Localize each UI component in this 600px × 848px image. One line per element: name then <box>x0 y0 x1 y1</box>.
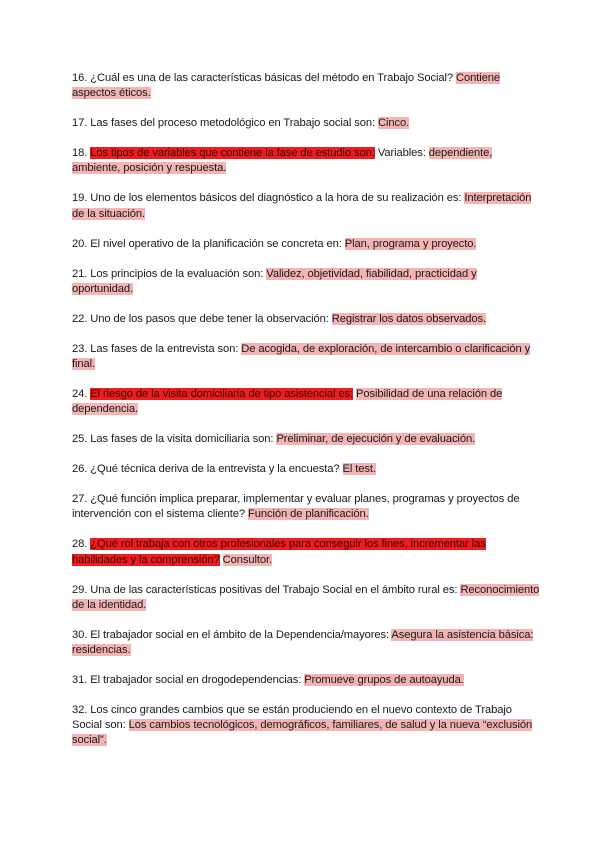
answer-highlight: Posibilidad de una relación de dependencia. <box>72 388 503 416</box>
question-item <box>72 342 540 372</box>
answer-highlight: Asegura la asistencia básica: residencias. <box>72 628 534 657</box>
question-item <box>72 267 540 297</box>
question-text: 16. ¿Cuál es una de las características básicas del método en Trabajo Social? <box>72 72 456 84</box>
question-highlight: El riesgo de la visita domiciliaria de tipo asistencial es: <box>90 388 353 401</box>
question-item <box>72 146 540 176</box>
question-text: 18. <box>72 147 91 160</box>
question-text: 24. <box>72 388 91 401</box>
answer-highlight: Consultor. <box>222 553 272 566</box>
question-text: 30. El trabajador social en el ámbito de la Dependencia/mayores: <box>72 628 392 641</box>
question-item <box>72 71 540 101</box>
question-item <box>72 628 540 658</box>
question-text: 20. El nivel operativo de la planificación se concreta en: <box>72 237 345 250</box>
answer-highlight: Interpretación de la situación. <box>72 192 532 220</box>
question-text: 31. El trabajador social en drogodependencias: <box>72 674 305 687</box>
question-item <box>72 116 540 131</box>
question-text: 32. Los cinco grandes cambios que se están produciendo en el nuevo contexto de Trabajo Social son: <box>72 704 512 732</box>
answer-highlight: Promueve grupos de autoayuda. <box>304 674 464 687</box>
answer-highlight: Registrar los datos observados. <box>331 312 486 325</box>
question-item <box>72 432 540 447</box>
question-text: 23. Las fases de la entrevista son: <box>72 342 242 355</box>
answer-highlight: dependiente, ambiente, posición y respuesta. <box>72 147 493 175</box>
answer-highlight: Preliminar, de ejecución y de evaluación. <box>276 433 476 446</box>
answer-highlight: Los cambios tecnológicos, demográficos, familiares, de salud y la nueva “exclusión social”. <box>72 719 533 747</box>
question-item <box>72 673 540 688</box>
question-text: 25. Las fases de la visita domiciliaria son: <box>72 433 277 446</box>
answer-highlight: De acogida, de exploración, de intercambio o clarificación y final. <box>72 342 531 371</box>
answer-highlight: El test. <box>342 463 376 476</box>
question-text: 26. ¿Qué técnica deriva de la entrevista y la encuesta? <box>72 463 343 476</box>
question-item <box>72 703 540 749</box>
answer-highlight: Función de planificación. <box>248 508 369 521</box>
question-item <box>72 537 540 567</box>
answer-highlight: Cinco. <box>378 117 410 130</box>
question-text: 22. Uno de los pasos que debe tener la observación: <box>72 312 332 325</box>
question-text: Variables: <box>374 147 429 160</box>
question-text: 28. <box>72 538 91 551</box>
question-item <box>72 312 540 327</box>
question-text: 27. ¿Qué función implica preparar, implementar y evaluar planes, programas y proyectos de intervención con el sistema cliente? <box>72 493 520 521</box>
answer-highlight: Reconocimiento de la identidad. <box>72 583 540 611</box>
answer-highlight: Contiene aspectos éticos. <box>72 72 500 100</box>
question-text: 29. Una de las características positivas del Trabajo Social en el ámbito rural es: <box>72 583 461 596</box>
question-highlight: Los tipos de variables que contiene la fase de estudio son: <box>90 147 375 160</box>
question-item <box>72 191 540 221</box>
question-item <box>72 387 540 417</box>
question-item <box>72 492 540 522</box>
question-item <box>72 462 540 477</box>
question-item <box>72 583 540 613</box>
question-item <box>72 237 540 252</box>
answer-highlight: Validez, objetividad, fiabilidad, practicidad y oportunidad. <box>72 267 477 295</box>
answer-highlight: Plan, programa y proyecto. <box>344 237 477 250</box>
question-text: 21. Los principios de la evaluación son: <box>72 267 267 280</box>
question-text: 17. Las fases del proceso metodológico en Trabajo social son: <box>72 117 378 130</box>
question-text: 19. Uno de los elementos básicos del diagnóstico a la hora de su realización es: <box>72 192 465 205</box>
question-highlight: ¿Qué rol trabaja con otros profesionales para conseguir los fines, incrementar las habilidades y la comprensión? <box>72 538 486 566</box>
